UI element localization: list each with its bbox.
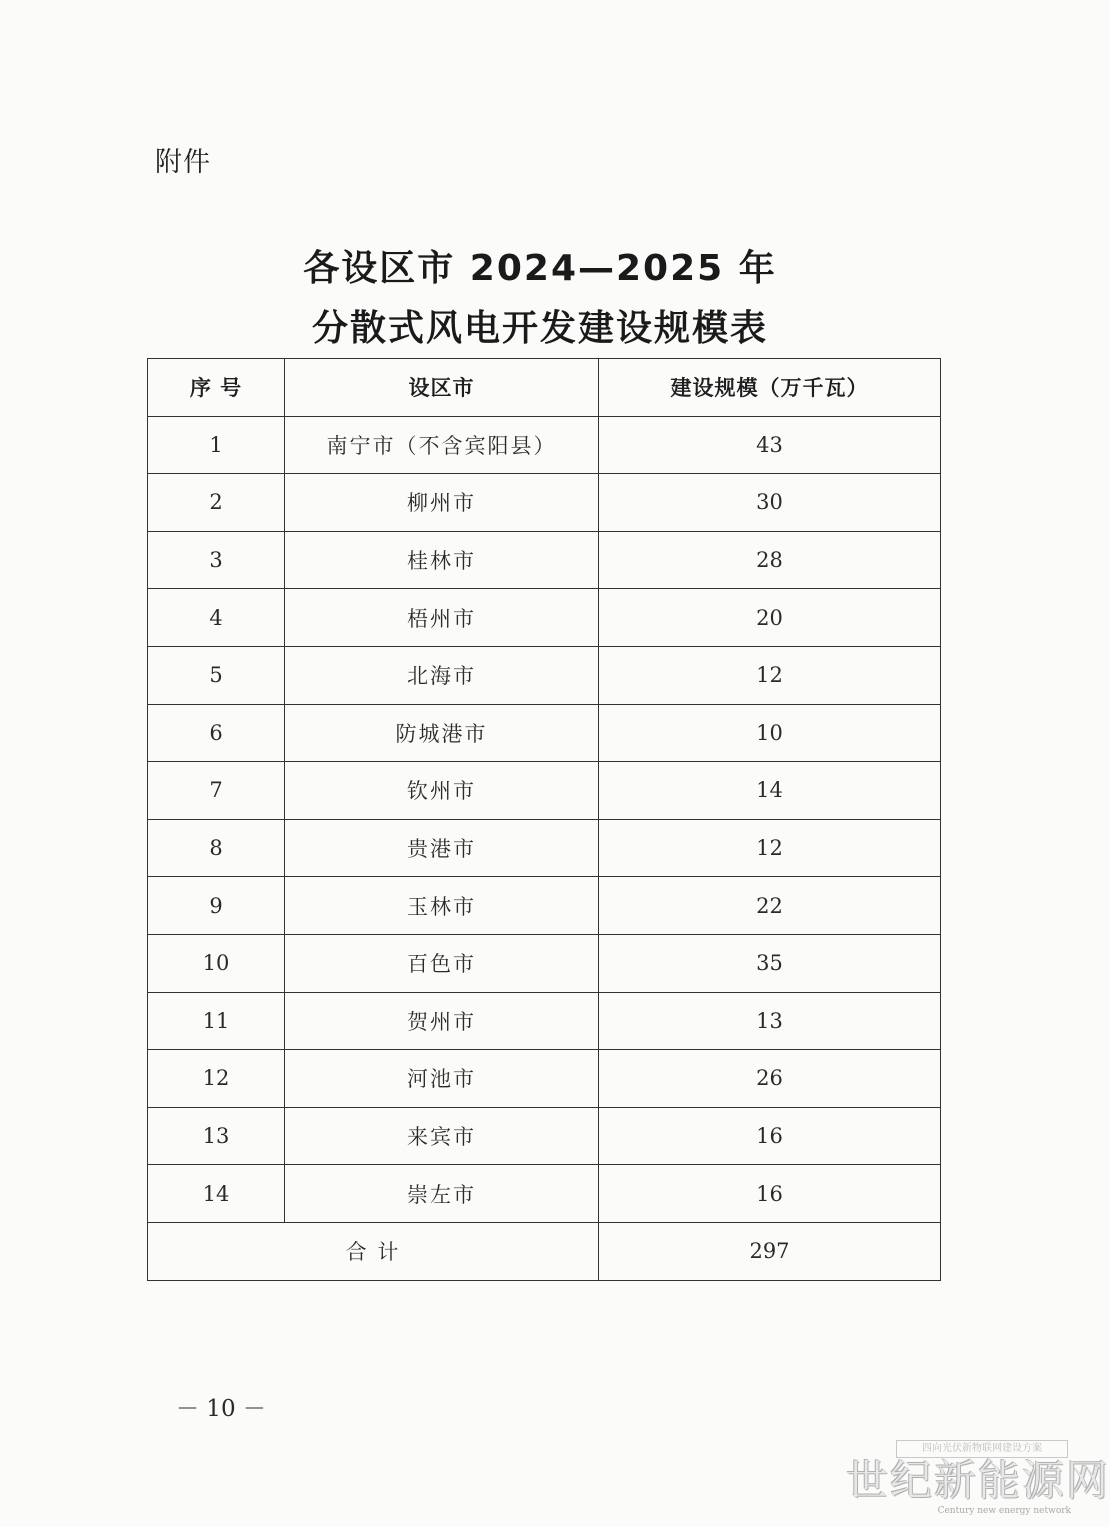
row-number: 11 — [148, 992, 285, 1050]
page-number: － 10 － — [176, 1396, 266, 1422]
row-scale: 30 — [599, 474, 941, 532]
row-number: 6 — [148, 704, 285, 762]
table-row — [148, 819, 941, 877]
table-row — [148, 646, 941, 704]
construction-scale-table — [147, 358, 941, 1281]
row-number: 7 — [148, 762, 285, 820]
watermark-small-text: 四向光伏新物联网建设方案 — [896, 1440, 1068, 1458]
document-title-line1: 各设区市 2024—2025 年 — [303, 248, 777, 289]
table-row — [148, 1050, 941, 1108]
row-scale: 12 — [599, 819, 941, 877]
row-city: 桂林市 — [285, 531, 599, 589]
total-value: 297 — [599, 1222, 941, 1280]
row-scale: 13 — [599, 992, 941, 1050]
row-number: 14 — [148, 1165, 285, 1223]
header-serial-number: 序 号 — [148, 359, 285, 417]
row-number: 2 — [148, 474, 285, 532]
row-city: 百色市 — [285, 934, 599, 992]
table-row — [148, 1165, 941, 1223]
table-row — [148, 474, 941, 532]
row-number: 10 — [148, 934, 285, 992]
table-header-row — [148, 359, 941, 417]
document-title-line2: 分散式风电开发建设规模表 — [311, 308, 768, 349]
table-row — [148, 934, 941, 992]
table-row — [148, 531, 941, 589]
table-row — [148, 762, 941, 820]
total-label: 合 计 — [148, 1222, 599, 1280]
row-number: 4 — [148, 589, 285, 647]
table-row — [148, 416, 941, 474]
row-city: 来宾市 — [285, 1107, 599, 1165]
row-city: 钦州市 — [285, 762, 599, 820]
attachment-label: 附件 — [155, 147, 211, 178]
row-city: 河池市 — [285, 1050, 599, 1108]
table-row — [148, 1107, 941, 1165]
row-scale: 16 — [599, 1165, 941, 1223]
row-scale: 35 — [599, 934, 941, 992]
row-scale: 22 — [599, 877, 941, 935]
row-scale: 16 — [599, 1107, 941, 1165]
watermark-logo — [846, 1440, 1110, 1520]
table-row — [148, 877, 941, 935]
row-city: 北海市 — [285, 646, 599, 704]
table-row — [148, 704, 941, 762]
watermark-english-text: Century new energy network — [937, 1506, 1071, 1516]
header-city: 设区市 — [285, 359, 599, 417]
row-city: 贵港市 — [285, 819, 599, 877]
row-number: 5 — [148, 646, 285, 704]
row-scale: 12 — [599, 646, 941, 704]
row-scale: 28 — [599, 531, 941, 589]
row-city: 崇左市 — [285, 1165, 599, 1223]
row-number: 12 — [148, 1050, 285, 1108]
row-number: 3 — [148, 531, 285, 589]
table-row — [148, 589, 941, 647]
row-city: 贺州市 — [285, 992, 599, 1050]
row-scale: 26 — [599, 1050, 941, 1108]
row-number: 1 — [148, 416, 285, 474]
watermark-big-text: 世纪新能源网 — [846, 1456, 1110, 1505]
row-city: 南宁市（不含宾阳县） — [285, 416, 599, 474]
row-scale: 43 — [599, 416, 941, 474]
table-total-row — [148, 1222, 941, 1280]
row-scale: 14 — [599, 762, 941, 820]
row-number: 13 — [148, 1107, 285, 1165]
row-city: 柳州市 — [285, 474, 599, 532]
row-city: 梧州市 — [285, 589, 599, 647]
row-city: 玉林市 — [285, 877, 599, 935]
row-number: 9 — [148, 877, 285, 935]
table-row — [148, 992, 941, 1050]
row-scale: 20 — [599, 589, 941, 647]
row-scale: 10 — [599, 704, 941, 762]
row-city: 防城港市 — [285, 704, 599, 762]
header-construction-scale: 建设规模（万千瓦） — [599, 359, 941, 417]
row-number: 8 — [148, 819, 285, 877]
